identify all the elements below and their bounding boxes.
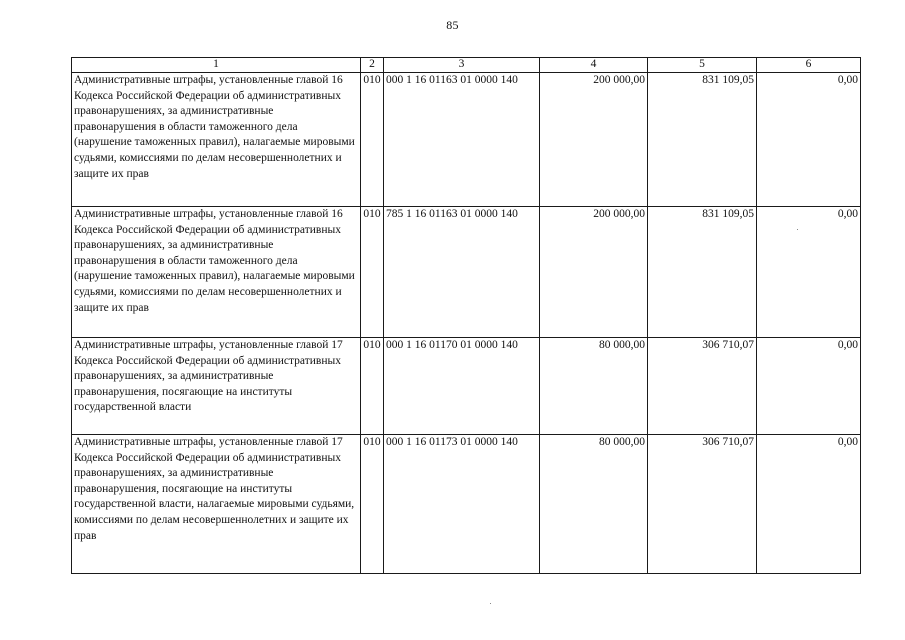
admin-code-cell: 010 [361, 73, 384, 207]
table-row [72, 207, 861, 338]
planned-amount-cell: 80 000,00 [540, 338, 648, 435]
scan-speck [490, 603, 491, 604]
col6-amount-cell: 0,00 [757, 73, 861, 207]
header-col-5: 5 [648, 58, 757, 73]
actual-amount-cell: 306 710,07 [648, 338, 757, 435]
page-number: 85 [446, 18, 459, 32]
scan-speck [797, 229, 798, 230]
planned-amount-cell: 200 000,00 [540, 73, 648, 207]
actual-amount-cell: 831 109,05 [648, 73, 757, 207]
budget-classification-code-cell: 000 1 16 01173 01 0000 140 [384, 435, 540, 574]
planned-amount-cell: 200 000,00 [540, 207, 648, 338]
table-row [72, 435, 861, 574]
col6-amount-cell: 0,00 [757, 207, 861, 338]
actual-amount-cell: 831 109,05 [648, 207, 757, 338]
header-col-3: 3 [384, 58, 540, 73]
budget-classification-code-cell: 000 1 16 01170 01 0000 140 [384, 338, 540, 435]
admin-code-cell: 010 [361, 338, 384, 435]
table-header-row [72, 58, 861, 73]
budget-classification-code-cell: 785 1 16 01163 01 0000 140 [384, 207, 540, 338]
admin-code-cell: 010 [361, 435, 384, 574]
header-col-2: 2 [361, 58, 384, 73]
header-col-6: 6 [757, 58, 861, 73]
planned-amount-cell: 80 000,00 [540, 435, 648, 574]
col6-amount-cell: 0,00 [757, 338, 861, 435]
header-col-1: 1 [72, 58, 361, 73]
actual-amount-cell: 306 710,07 [648, 435, 757, 574]
revenue-name-cell: Административные штрафы, установленные главой 17 Кодекса Российской Федерации об административных правонарушениях, за административные правонарушения, посягающие на институты государственной власти [72, 338, 361, 435]
revenue-name-cell: Административные штрафы, установленные главой 16 Кодекса Российской Федерации об административных правонарушениях, за административные правонарушения в области таможенного дела (нарушение таможенных правил), налагаемые мировыми судьями, комиссиями по делам несовершеннолетних и защите их прав [72, 73, 361, 207]
revenue-name-cell: Административные штрафы, установленные главой 16 Кодекса Российской Федерации об административных правонарушениях, за административные правонарушения в области таможенного дела (нарушение таможенных правил), налагаемые мировыми судьями, комиссиями по делам несовершеннолетних и защите их прав [72, 207, 361, 338]
budget-revenue-table [71, 57, 861, 574]
budget-classification-code-cell: 000 1 16 01163 01 0000 140 [384, 73, 540, 207]
admin-code-cell: 010 [361, 207, 384, 338]
header-col-4: 4 [540, 58, 648, 73]
table-row [72, 73, 861, 207]
col6-amount-cell: 0,00 [757, 435, 861, 574]
revenue-name-cell: Административные штрафы, установленные главой 17 Кодекса Российской Федерации об административных правонарушениях, за административные правонарушения, посягающие на институты государственной власти, налагаемые мировыми судьями, комиссиями по делам несовершеннолетних и защите их прав [72, 435, 361, 574]
table-row [72, 338, 861, 435]
